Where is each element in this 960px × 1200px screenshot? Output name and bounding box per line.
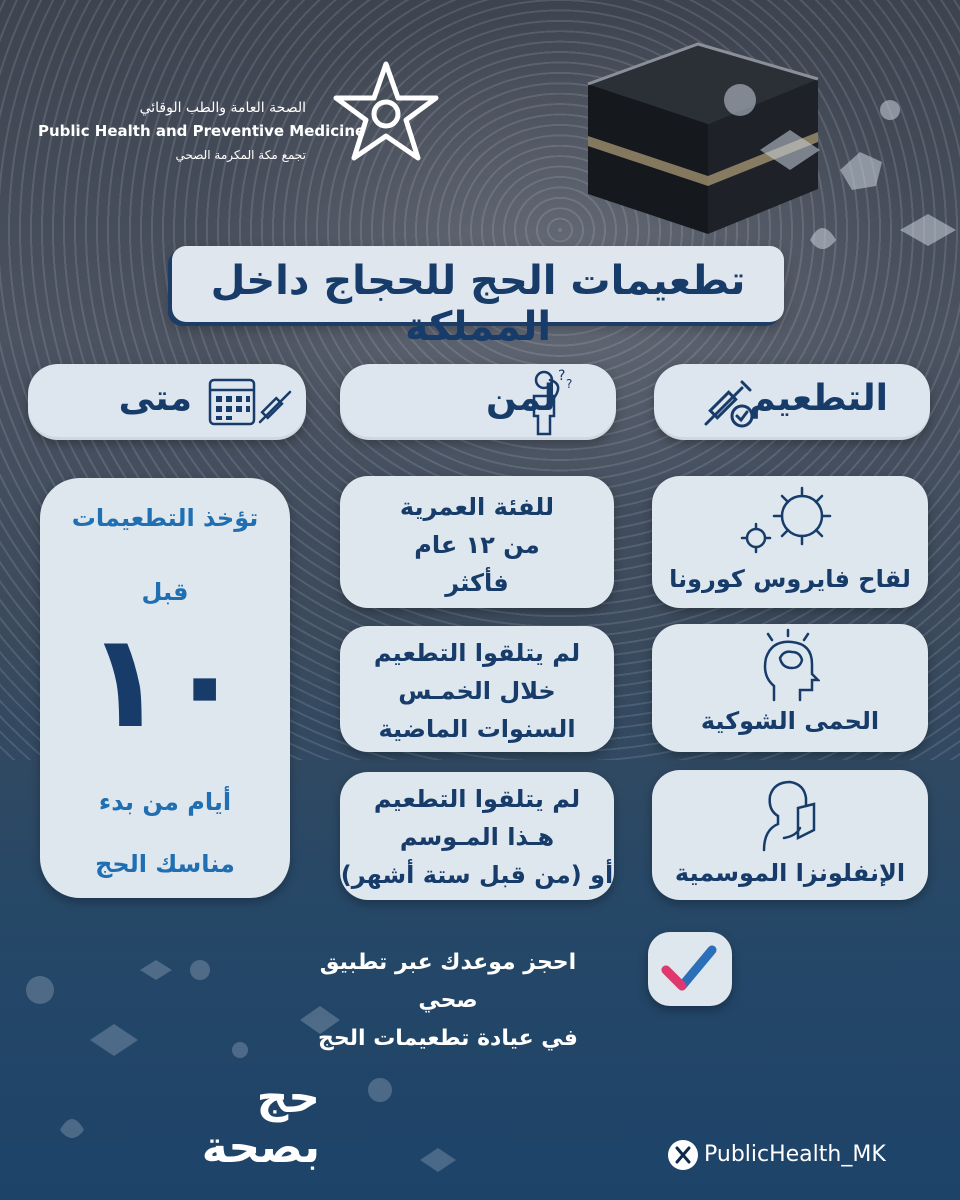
who-card-2 — [340, 626, 614, 752]
who-line: لم يتلقوا التطعيم — [373, 639, 581, 667]
vaccine-name-meningitis: الحمى الشوكية — [700, 707, 880, 735]
calendar-syringe-icon — [206, 374, 296, 430]
brand-line-2: بصحة — [201, 1122, 320, 1173]
column-label-who: لمن — [485, 378, 556, 419]
column-header-who — [340, 364, 616, 440]
who-line: هـذا المـوسم — [399, 823, 555, 851]
checkmark-icon — [658, 940, 722, 998]
who-line: أو (من قبل ستة أشهر) — [340, 861, 614, 889]
title-banner — [172, 246, 784, 350]
svg-text:?: ? — [558, 368, 566, 384]
virus-icon — [732, 482, 842, 558]
who-line: السنوات الماضية — [378, 715, 576, 743]
who-line: خلال الخمـس — [398, 677, 556, 705]
social-handle[interactable]: PublicHealth_MK — [704, 1142, 886, 1167]
when-line-1: تؤخذ التطعيمات — [71, 504, 259, 532]
who-card-1 — [340, 476, 614, 608]
person-sneeze-icon — [754, 778, 824, 854]
column-label-when: متى — [118, 378, 192, 419]
head-brain-icon — [760, 628, 820, 704]
who-line: من ١٢ عام — [414, 531, 540, 559]
svg-text:?: ? — [566, 377, 573, 391]
page-title: تطعيمات الحج للحجاج داخل المملكة — [210, 258, 746, 350]
when-line-4: مناسك الحج — [95, 850, 235, 878]
decorative-pattern-top — [690, 40, 960, 280]
who-card-3 — [340, 772, 614, 900]
org-name-en: Public Health and Preventive Medicine — [38, 122, 366, 140]
when-line-3: أيام من بدء — [98, 788, 232, 816]
who-line: فأكثر — [445, 569, 509, 597]
column-label-vaccine: التطعيم — [749, 378, 888, 419]
vaccine-card-meningitis — [652, 624, 928, 752]
vaccine-name-corona: لقاح فايروس كورونا — [669, 565, 911, 593]
vaccine-card-influenza — [652, 770, 928, 900]
when-number: ١٠ — [85, 605, 245, 757]
x-logo-icon[interactable] — [668, 1140, 698, 1170]
person-thinking-icon — [524, 366, 574, 438]
vaccine-name-influenza: الإنفلونزا الموسمية — [674, 859, 906, 887]
vaccine-card-corona — [652, 476, 928, 608]
cta-text — [288, 944, 608, 1058]
syringe-check-icon — [698, 374, 758, 432]
cta-line-2: في عيادة تطعيمات الحج — [318, 1026, 578, 1051]
who-line: للفئة العمرية — [399, 493, 555, 521]
star-logo-icon — [328, 58, 444, 168]
cta-line-1: احجز موعدك عبر تطبيق صحي — [319, 950, 577, 1013]
column-header-vaccine — [654, 364, 930, 440]
column-header-when — [28, 364, 306, 440]
when-card — [40, 478, 290, 898]
org-name-ar: الصحة العامة والطب الوقائي — [139, 100, 306, 116]
who-line: لم يتلقوا التطعيم — [373, 785, 581, 813]
cluster-name-ar: تجمع مكة المكرمة الصحي — [175, 148, 306, 162]
brand-line-1: حج — [256, 1072, 320, 1123]
sehhaty-app-icon[interactable] — [648, 932, 732, 1006]
when-line-2: قبل — [141, 578, 189, 606]
hajj-health-logo — [150, 1072, 320, 1182]
